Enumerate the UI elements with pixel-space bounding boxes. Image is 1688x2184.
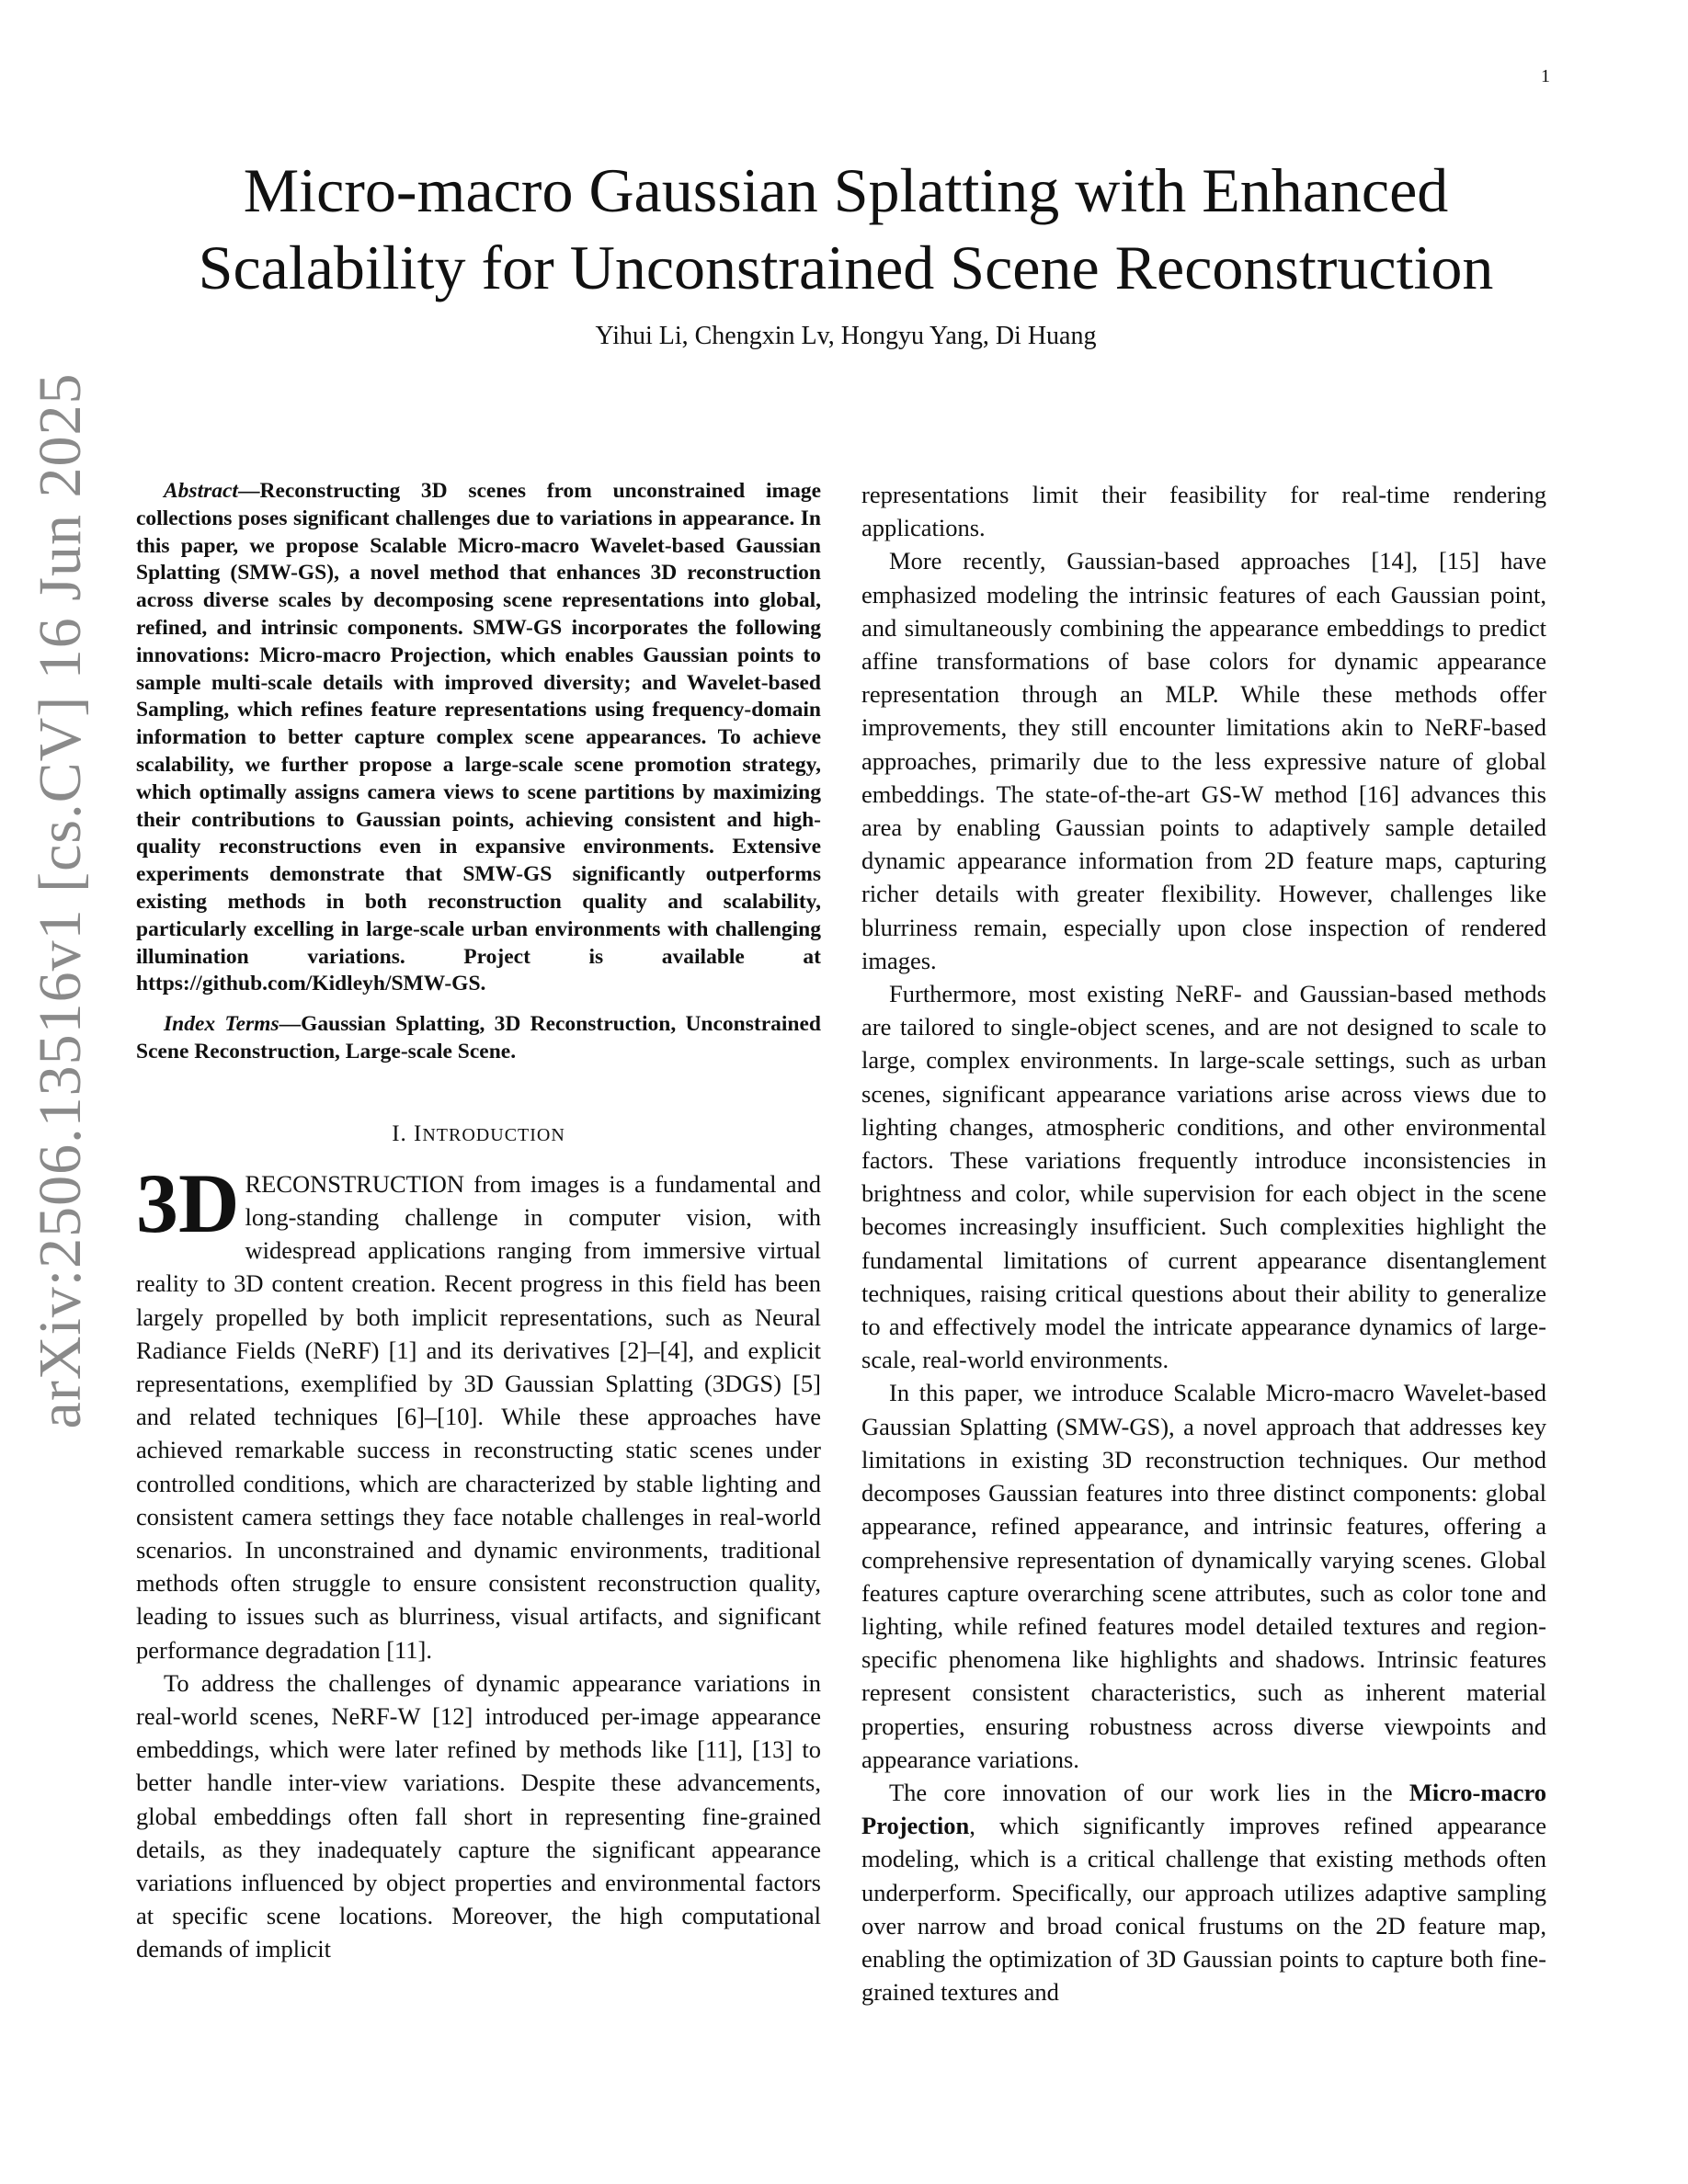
abstract-label: Abstract [164, 479, 238, 503]
authors: Yihui Li, Chengxin Lv, Hongyu Yang, Di Huang [595, 322, 1097, 350]
title-line-1: Micro-macro Gaussian Splatting with Enhanced [243, 155, 1449, 225]
right-paragraph-3: Furthermore, most existing NeRF- and Gaussian-based methods are tailored to single-object scenes, and are not designed to scale to large, complex environments. In large-scale settings, such as urban scenes, significant appearance variations arise across views due to lighting changes, atmospheric conditions, and other environmental factors. These variations frequently introduce inconsistencies in brightness and color, while supervision for each object in the scene becomes increasingly insufficient. Such complexities highlight the fundamental limitations of current appearance disentanglement techniques, raising critical questions about their ability to generalize to and effectively model the intricate appearance dynamics of large-scale, real-world environments. [861, 980, 1546, 1374]
right-paragraph-5-pre: The core innovation of our work lies in the [889, 1778, 1409, 1806]
intro-paragraph-2: To address the challenges of dynamic appearance variations in real-world scenes, NeRF-W [12] introduced per-image appearance embeddings, which were later refined by methods like [11], [13] to better handle inter-view variations. Despite these advancements, global embeddings often fall short in representing fine-grained details, as they inadequately capture the significant appearance variations influenced by object properties and environmental factors at specific scene locations. Moreover, the high computational demands of implicit [136, 1668, 821, 1963]
index-terms-label: Index Terms [164, 1012, 279, 1037]
section-heading-introduction [136, 1121, 821, 1147]
abstract-text: —Reconstructing 3D scenes from unconstrained image collections poses significant challenges due to variations in appearance. In this paper, we propose Scalable Micro-macro Wavelet-based Gaussian Splatting (SMW-GS), a novel method that enhances 3D reconstruction across diverse scales by decomposing scene representations into global, refined, and intrinsic components. SMW-GS incorporates the following innovations: Micro-macro Projection, which enables Gaussian points to sample multi-scale details with improved diversity; and Wavelet-based Sampling, which refines feature representations using frequency-domain information to better capture complex scene appearances. To achieve scalability, we further propose a large-scale scene promotion strategy, which optimally assigns camera views to scene partitions by maximizing their contributions to Gaussian points, achieving consistent and high-quality reconstructions even in expansive environments. Extensive experiments demonstrate that SMW-GS significantly outperforms existing methods in both reconstruction quality and scalability, particularly excelling in large-scale urban environments with challenging illumination variations. Project is available at https://github.com/Kidleyh/SMW-GS. [136, 479, 821, 996]
abstract [136, 478, 821, 998]
intro-paragraph-1 [136, 1155, 821, 1666]
right-paragraph-5 [861, 1776, 1546, 2008]
title-line-2: Scalability for Unconstrained Scene Reconstruction [198, 233, 1494, 302]
section-title-rest: NTRODUCTION [422, 1124, 565, 1145]
right-paragraph-5-post: , which significantly improves refined appearance modeling, which is a critical challenge that existing methods often underperform. Specifically, our approach utilizes adaptive sampling over narrow and broad conical frustums on the 2D feature map, enabling the optimization of 3D Gaussian points to capture both fine-grained textures and [861, 1812, 1546, 2007]
section-first-letter: I [414, 1120, 423, 1146]
right-paragraph-1: representations limit their feasibility for real-time rendering applications. [861, 481, 1546, 542]
micro-macro-projection-term: Micro-macro Projection [861, 1778, 1546, 1840]
intro-paragraph-1-text: RECONSTRUCTION from images is a fundamental and long-standing challenge in computer vision, with widespread applications ranging from immersive virtual reality to 3D content creation. Recent progress in this field has been largely propelled by both implicit representations, such as Neural Radiance Fields (NeRF) [1] and its derivatives [2]–[4], and explicit representations, exemplified by 3D Gaussian Splatting (3DGS) [5] and related techniques [6]–[10]. While these approaches have achieved remarkable success in reconstructing static scenes under controlled conditions, which are characterized by stable lighting and consistent camera settings they face notable challenges in real-world scenarios. In unconstrained and dynamic environments, traditional methods often struggle to ensure consistent reconstruction quality, leading to issues such as blurriness, visual artifacts, and significant performance degradation [11]. [136, 1169, 821, 1664]
right-paragraph-2: More recently, Gaussian-based approaches [14], [15] have emphasized modeling the intrinsic features of each Gaussian point, and simultaneously combining the appearance embeddings to predict affine transformations of base colors for dynamic appearance representation through an MLP. While these methods offer improvements, they still encounter limitations akin to NeRF-based approaches, primarily due to the less expressive nature of global embeddings. The state-of-the-art GS-W method [16] advances this area by enabling Gaussian points to adaptively sample detailed dynamic appearance information from 2D feature maps, capturing richer details with greater flexibility. However, challenges like blurriness remain, especially upon close inspection of rendered images. [861, 547, 1546, 974]
drop-cap: 3D [136, 1155, 240, 1250]
right-column [861, 478, 1546, 2008]
index-terms [136, 1011, 821, 1066]
index-terms-text: —Gaussian Splatting, 3D Reconstruction, Unconstrained Scene Reconstruction, Large-scale Scene. [136, 1012, 821, 1064]
page-number: 1 [1541, 66, 1550, 86]
paper-title [120, 152, 1572, 306]
left-column [136, 478, 821, 1966]
right-paragraph-4: In this paper, we introduce Scalable Micro-macro Wavelet-based Gaussian Splatting (SMW-GS), a novel approach that addresses key limitations in existing 3D reconstruction techniques. Our method decomposes Gaussian features into three distinct components: global appearance, refined appearance, and intrinsic features, offering a comprehensive representation of dynamically varying scenes. Global features capture overarching scene attributes, such as color tone and lighting, while refined features model detailed textures and region-specific phenomena like highlights and shadows. Intrinsic features represent consistent characteristics, such as inherent material properties, ensuring robustness across diverse viewpoints and appearance variations. [861, 1379, 1546, 1773]
section-numeral: I. [392, 1120, 415, 1146]
arxiv-watermark: arXiv:2506.13516v1 [cs.CV] 16 Jun 2025 [27, 372, 94, 1429]
